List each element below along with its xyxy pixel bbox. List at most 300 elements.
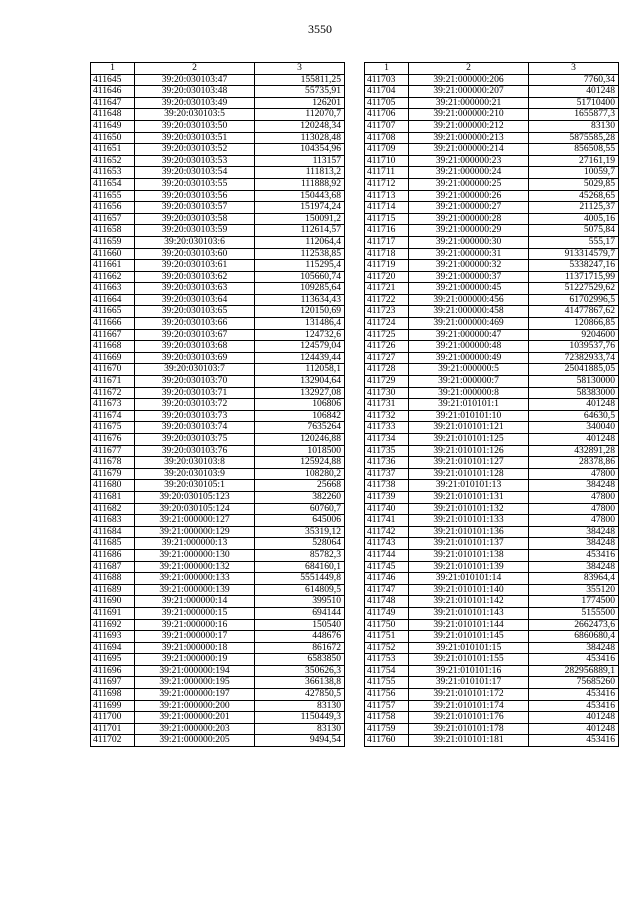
- row-number: 411733: [365, 422, 409, 434]
- table-row: [365, 642, 619, 654]
- table-row: [91, 318, 345, 330]
- row-number: 411704: [365, 86, 409, 98]
- cadastral-value: 856508,55: [529, 144, 619, 156]
- cadastral-number: 39:20:030103:47: [135, 74, 255, 86]
- table-row: [91, 364, 345, 376]
- cadastral-number: 39:21:010101:126: [409, 445, 529, 457]
- cadastral-value: 9494,54: [255, 735, 345, 747]
- cadastral-number: 39:20:030105:124: [135, 503, 255, 515]
- cadastral-number: 39:21:000000:45: [409, 283, 529, 295]
- table-row: [365, 144, 619, 156]
- cadastral-number: 39:21:000000:129: [135, 526, 255, 538]
- row-number: 411651: [91, 144, 135, 156]
- cadastral-number: 39:20:030103:54: [135, 167, 255, 179]
- table-row: [91, 538, 345, 550]
- cadastral-value: 47800: [529, 491, 619, 503]
- cadastral-number: 39:20:030103:49: [135, 97, 255, 109]
- table-row: [365, 584, 619, 596]
- row-number: 411748: [365, 596, 409, 608]
- cadastral-value: 453416: [529, 689, 619, 701]
- row-number: 411706: [365, 109, 409, 121]
- cadastral-value: 47800: [529, 503, 619, 515]
- table-row: [91, 677, 345, 689]
- cadastral-value: 28378,86: [529, 457, 619, 469]
- cadastral-value: 366138,8: [255, 677, 345, 689]
- row-number: 411670: [91, 364, 135, 376]
- row-number: 411710: [365, 155, 409, 167]
- cadastral-value: 25041885,05: [529, 364, 619, 376]
- cadastral-number: 39:20:030103:53: [135, 155, 255, 167]
- table-row: [365, 491, 619, 503]
- cadastral-value: 384248: [529, 480, 619, 492]
- cadastral-value: 125924,88: [255, 457, 345, 469]
- cadastral-value: 41477867,62: [529, 306, 619, 318]
- cadastral-value: 83130: [255, 723, 345, 735]
- cadastral-number: 39:21:000000:19: [135, 654, 255, 666]
- table-row: [91, 607, 345, 619]
- cadastral-number: 39:21:010101:17: [409, 677, 529, 689]
- cadastral-number: 39:21:000000:139: [135, 584, 255, 596]
- cadastral-value: 382260: [255, 491, 345, 503]
- cadastral-number: 39:20:030103:65: [135, 306, 255, 318]
- table-row: [365, 549, 619, 561]
- cadastral-number: 39:21:010101:133: [409, 515, 529, 527]
- table-row: [365, 225, 619, 237]
- cadastral-value: 9204600: [529, 329, 619, 341]
- table-row: [91, 410, 345, 422]
- cadastral-number: 39:21:000000:213: [409, 132, 529, 144]
- cadastral-number: 39:21:000000:23: [409, 155, 529, 167]
- table-row: [91, 700, 345, 712]
- cadastral-value: 5551449,8: [255, 573, 345, 585]
- row-number: 411739: [365, 491, 409, 503]
- row-number: 411734: [365, 434, 409, 446]
- row-number: 411655: [91, 190, 135, 202]
- row-number: 411673: [91, 399, 135, 411]
- table-row: [365, 480, 619, 492]
- cadastral-value: 120150,69: [255, 306, 345, 318]
- table-row: [365, 178, 619, 190]
- cadastral-number: 39:21:000000:26: [409, 190, 529, 202]
- cadastral-number: 39:20:030103:9: [135, 468, 255, 480]
- cadastral-value: 401248: [529, 399, 619, 411]
- table-row: [91, 515, 345, 527]
- table-row: [365, 700, 619, 712]
- cadastral-value: 113028,48: [255, 132, 345, 144]
- cadastral-value: 45268,65: [529, 190, 619, 202]
- cadastral-number: 39:21:000000:127: [135, 515, 255, 527]
- cadastral-number: 39:21:010101:145: [409, 631, 529, 643]
- table-row: [365, 271, 619, 283]
- table-row: [365, 457, 619, 469]
- table-row: [91, 573, 345, 585]
- table-row: [91, 526, 345, 538]
- row-number: 411701: [91, 723, 135, 735]
- cadastral-value: 448676: [255, 631, 345, 643]
- table-row: [365, 74, 619, 86]
- cadastral-value: 1150449,3: [255, 712, 345, 724]
- table-row: [365, 364, 619, 376]
- cadastral-value: 1018500: [255, 445, 345, 457]
- cadastral-value: 1039537,76: [529, 341, 619, 353]
- row-number: 411757: [365, 700, 409, 712]
- cadastral-value: 55735,91: [255, 86, 345, 98]
- cadastral-number: 39:21:000000:5: [409, 364, 529, 376]
- cadastral-value: 5075,84: [529, 225, 619, 237]
- row-number: 411671: [91, 376, 135, 388]
- cadastral-value: 51710400: [529, 97, 619, 109]
- row-number: 411742: [365, 526, 409, 538]
- cadastral-value: 108280,2: [255, 468, 345, 480]
- cadastral-number: 39:20:030103:8: [135, 457, 255, 469]
- row-number: 411652: [91, 155, 135, 167]
- cadastral-number: 39:21:000000:133: [135, 573, 255, 585]
- cadastral-number: 39:20:030103:7: [135, 364, 255, 376]
- row-number: 411665: [91, 306, 135, 318]
- table-row: [91, 596, 345, 608]
- table-row: [365, 468, 619, 480]
- table-row: [365, 723, 619, 735]
- table-row: [365, 236, 619, 248]
- cadastral-number: 39:20:030103:51: [135, 132, 255, 144]
- table-row: [365, 213, 619, 225]
- row-number: 411647: [91, 97, 135, 109]
- row-number: 411718: [365, 248, 409, 260]
- cadastral-value: 112538,85: [255, 248, 345, 260]
- cadastral-number: 39:20:030103:58: [135, 213, 255, 225]
- table-row: [91, 642, 345, 654]
- table-row: [365, 329, 619, 341]
- row-number: 411723: [365, 306, 409, 318]
- row-number: 411740: [365, 503, 409, 515]
- cadastral-value: 453416: [529, 549, 619, 561]
- row-number: 411682: [91, 503, 135, 515]
- table-row: [365, 190, 619, 202]
- cadastral-value: 4005,16: [529, 213, 619, 225]
- table-row: [365, 689, 619, 701]
- cadastral-number: 39:20:030103:52: [135, 144, 255, 156]
- row-number: 411714: [365, 202, 409, 214]
- table-row: [365, 665, 619, 677]
- cadastral-number: 39:21:000000:18: [135, 642, 255, 654]
- row-number: 411675: [91, 422, 135, 434]
- cadastral-value: 75685260: [529, 677, 619, 689]
- cadastral-value: 112070,7: [255, 109, 345, 121]
- table-row: [91, 271, 345, 283]
- column-header-number: 1: [91, 63, 135, 75]
- table-row: [365, 607, 619, 619]
- row-number: 411702: [91, 735, 135, 747]
- cadastral-number: 39:21:010101:128: [409, 468, 529, 480]
- table-row: [91, 236, 345, 248]
- row-number: 411692: [91, 619, 135, 631]
- cadastral-number: 39:21:000000:203: [135, 723, 255, 735]
- cadastral-value: 384248: [529, 561, 619, 573]
- row-number: 411717: [365, 236, 409, 248]
- cadastral-number: 39:20:030103:71: [135, 387, 255, 399]
- table-row: [91, 387, 345, 399]
- cadastral-value: 913314579,7: [529, 248, 619, 260]
- cadastral-value: 7760,34: [529, 74, 619, 86]
- cadastral-value: 401248: [529, 434, 619, 446]
- cadastral-value: 399510: [255, 596, 345, 608]
- table-row: [365, 515, 619, 527]
- table-row: [91, 422, 345, 434]
- table-row: [91, 491, 345, 503]
- table-row: [365, 654, 619, 666]
- column-header-value: 3: [529, 63, 619, 75]
- table-row: [91, 144, 345, 156]
- table-row: [365, 631, 619, 643]
- cadastral-number: 39:21:000000:197: [135, 689, 255, 701]
- cadastral-value: 83130: [255, 700, 345, 712]
- row-number: 411730: [365, 387, 409, 399]
- cadastral-value: 155811,25: [255, 74, 345, 86]
- cadastral-value: 453416: [529, 735, 619, 747]
- cadastral-value: 453416: [529, 654, 619, 666]
- cadastral-number: 39:21:010101:140: [409, 584, 529, 596]
- cadastral-value: 6860680,4: [529, 631, 619, 643]
- cadastral-number: 39:21:010101:142: [409, 596, 529, 608]
- cadastral-value: 27161,19: [529, 155, 619, 167]
- cadastral-value: 340040: [529, 422, 619, 434]
- cadastral-number: 39:20:030103:66: [135, 318, 255, 330]
- cadastral-number: 39:21:000000:201: [135, 712, 255, 724]
- cadastral-value: 83964,4: [529, 573, 619, 585]
- row-number: 411715: [365, 213, 409, 225]
- cadastral-number: 39:21:010101:136: [409, 526, 529, 538]
- row-number: 411726: [365, 341, 409, 353]
- column-header-value: 3: [255, 63, 345, 75]
- table-row: [91, 735, 345, 747]
- cadastral-number: 39:20:030103:57: [135, 202, 255, 214]
- cadastral-number: 39:20:030103:5: [135, 109, 255, 121]
- cadastral-number: 39:21:010101:131: [409, 491, 529, 503]
- table-row: [365, 422, 619, 434]
- table-row: [365, 399, 619, 411]
- cadastral-number: 39:20:030103:63: [135, 283, 255, 295]
- table-row: [91, 503, 345, 515]
- row-number: 411664: [91, 294, 135, 306]
- cadastral-number: 39:21:000000:37: [409, 271, 529, 283]
- cadastral-value: 126201: [255, 97, 345, 109]
- table-row: [365, 202, 619, 214]
- cadastral-value: 5875585,28: [529, 132, 619, 144]
- table-row: [91, 341, 345, 353]
- row-number: 411741: [365, 515, 409, 527]
- row-number: 411668: [91, 341, 135, 353]
- cadastral-value: 614809,5: [255, 584, 345, 596]
- table-row: [91, 248, 345, 260]
- row-number: 411693: [91, 631, 135, 643]
- cadastral-number: 39:21:000000:132: [135, 561, 255, 573]
- table-row: [365, 712, 619, 724]
- row-number: 411669: [91, 352, 135, 364]
- cadastral-value: 112614,57: [255, 225, 345, 237]
- cadastral-value: 124579,04: [255, 341, 345, 353]
- row-number: 411674: [91, 410, 135, 422]
- cadastral-number: 39:21:010101:144: [409, 619, 529, 631]
- cadastral-value: 106806: [255, 399, 345, 411]
- cadastral-number: 39:21:010101:137: [409, 538, 529, 550]
- cadastral-value: 7635264: [255, 422, 345, 434]
- cadastral-value: 401248: [529, 723, 619, 735]
- row-number: 411698: [91, 689, 135, 701]
- row-number: 411658: [91, 225, 135, 237]
- row-number: 411659: [91, 236, 135, 248]
- cadastral-value: 47800: [529, 468, 619, 480]
- row-number: 411709: [365, 144, 409, 156]
- column-header-cadastral: 2: [135, 63, 255, 75]
- row-number: 411729: [365, 376, 409, 388]
- cadastral-value: 60760,7: [255, 503, 345, 515]
- cadastral-number: 39:21:000000:30: [409, 236, 529, 248]
- cadastral-value: 6583850: [255, 654, 345, 666]
- cadastral-value: 61702996,5: [529, 294, 619, 306]
- cadastral-number: 39:21:000000:15: [135, 607, 255, 619]
- cadastral-number: 39:20:030103:67: [135, 329, 255, 341]
- table-row: [91, 97, 345, 109]
- cadastral-number: 39:21:010101:172: [409, 689, 529, 701]
- cadastral-number: 39:21:010101:178: [409, 723, 529, 735]
- cadastral-number: 39:21:000000:458: [409, 306, 529, 318]
- table-row: [91, 329, 345, 341]
- row-number: 411736: [365, 457, 409, 469]
- cadastral-value: 113634,43: [255, 294, 345, 306]
- table-row: [365, 248, 619, 260]
- table-row: [91, 74, 345, 86]
- cadastral-value: 10059,7: [529, 167, 619, 179]
- cadastral-value: 453416: [529, 700, 619, 712]
- cadastral-number: 39:20:030103:60: [135, 248, 255, 260]
- cadastral-value: 124439,44: [255, 352, 345, 364]
- row-number: 411687: [91, 561, 135, 573]
- cadastral-value: 384248: [529, 642, 619, 654]
- row-number: 411645: [91, 74, 135, 86]
- row-number: 411752: [365, 642, 409, 654]
- table-row: [365, 561, 619, 573]
- table-row: [91, 202, 345, 214]
- cadastral-number: 39:21:000000:210: [409, 109, 529, 121]
- table-row: [365, 109, 619, 121]
- table-row: [365, 97, 619, 109]
- row-number: 411750: [365, 619, 409, 631]
- row-number: 411684: [91, 526, 135, 538]
- table-row: [365, 376, 619, 388]
- row-number: 411743: [365, 538, 409, 550]
- cadastral-value: 112064,4: [255, 236, 345, 248]
- table-row: [365, 132, 619, 144]
- cadastral-value: 109285,64: [255, 283, 345, 295]
- cadastral-value: 58130000: [529, 376, 619, 388]
- table-row: [91, 225, 345, 237]
- row-number: 411649: [91, 120, 135, 132]
- row-number: 411690: [91, 596, 135, 608]
- row-number: 411694: [91, 642, 135, 654]
- cadastral-value: 151974,24: [255, 202, 345, 214]
- row-number: 411747: [365, 584, 409, 596]
- table-row: [91, 457, 345, 469]
- row-number: 411653: [91, 167, 135, 179]
- cadastral-number: 39:20:030105:123: [135, 491, 255, 503]
- row-number: 411751: [365, 631, 409, 643]
- table-row: [91, 468, 345, 480]
- cadastral-value: 528064: [255, 538, 345, 550]
- row-number: 411756: [365, 689, 409, 701]
- cadastral-value: 112058,1: [255, 364, 345, 376]
- row-number: 411728: [365, 364, 409, 376]
- cadastral-number: 39:20:030103:55: [135, 178, 255, 190]
- table-row: [365, 306, 619, 318]
- cadastral-number: 39:21:010101:181: [409, 735, 529, 747]
- cadastral-value: 35319,12: [255, 526, 345, 538]
- row-number: 411680: [91, 480, 135, 492]
- cadastral-value: 350626,3: [255, 665, 345, 677]
- cadastral-number: 39:20:030103:48: [135, 86, 255, 98]
- cadastral-value: 384248: [529, 538, 619, 550]
- cadastral-number: 39:20:030103:62: [135, 271, 255, 283]
- row-number: 411716: [365, 225, 409, 237]
- table-row: [365, 538, 619, 550]
- cadastral-number: 39:21:000000:195: [135, 677, 255, 689]
- row-number: 411667: [91, 329, 135, 341]
- cadastral-number: 39:21:000000:17: [135, 631, 255, 643]
- cadastral-number: 39:21:000000:130: [135, 549, 255, 561]
- table-row: [365, 167, 619, 179]
- cadastral-number: 39:21:000000:47: [409, 329, 529, 341]
- row-number: 411746: [365, 573, 409, 585]
- row-number: 411686: [91, 549, 135, 561]
- cadastral-number: 39:21:010101:16: [409, 665, 529, 677]
- table-row: [91, 86, 345, 98]
- table-row: [91, 665, 345, 677]
- column-header-cadastral: 2: [409, 63, 529, 75]
- cadastral-value: 115295,4: [255, 260, 345, 272]
- cadastral-value: 282956889,1: [529, 665, 619, 677]
- cadastral-number: 39:21:010101:1: [409, 399, 529, 411]
- row-number: 411705: [365, 97, 409, 109]
- cadastral-number: 39:20:030103:59: [135, 225, 255, 237]
- row-number: 411708: [365, 132, 409, 144]
- row-number: 411657: [91, 213, 135, 225]
- cadastral-number: 39:21:000000:214: [409, 144, 529, 156]
- cadastral-value: 401248: [529, 712, 619, 724]
- row-number: 411735: [365, 445, 409, 457]
- table-header-row: [91, 63, 345, 75]
- row-number: 411744: [365, 549, 409, 561]
- cadastral-number: 39:21:010101:13: [409, 480, 529, 492]
- table-row: [365, 260, 619, 272]
- cadastral-number: 39:21:010101:14: [409, 573, 529, 585]
- row-number: 411697: [91, 677, 135, 689]
- table-row: [365, 619, 619, 631]
- row-number: 411650: [91, 132, 135, 144]
- row-number: 411731: [365, 399, 409, 411]
- row-number: 411681: [91, 491, 135, 503]
- table-row: [91, 213, 345, 225]
- row-number: 411725: [365, 329, 409, 341]
- table-row: [365, 294, 619, 306]
- cadastral-number: 39:20:030103:72: [135, 399, 255, 411]
- cadastral-value: 5338247,16: [529, 260, 619, 272]
- cadastral-value: 555,17: [529, 236, 619, 248]
- cadastral-number: 39:20:030103:70: [135, 376, 255, 388]
- cadastral-value: 106842: [255, 410, 345, 422]
- cadastral-value: 21125,37: [529, 202, 619, 214]
- row-number: 411727: [365, 352, 409, 364]
- row-number: 411656: [91, 202, 135, 214]
- cadastral-number: 39:21:010101:155: [409, 654, 529, 666]
